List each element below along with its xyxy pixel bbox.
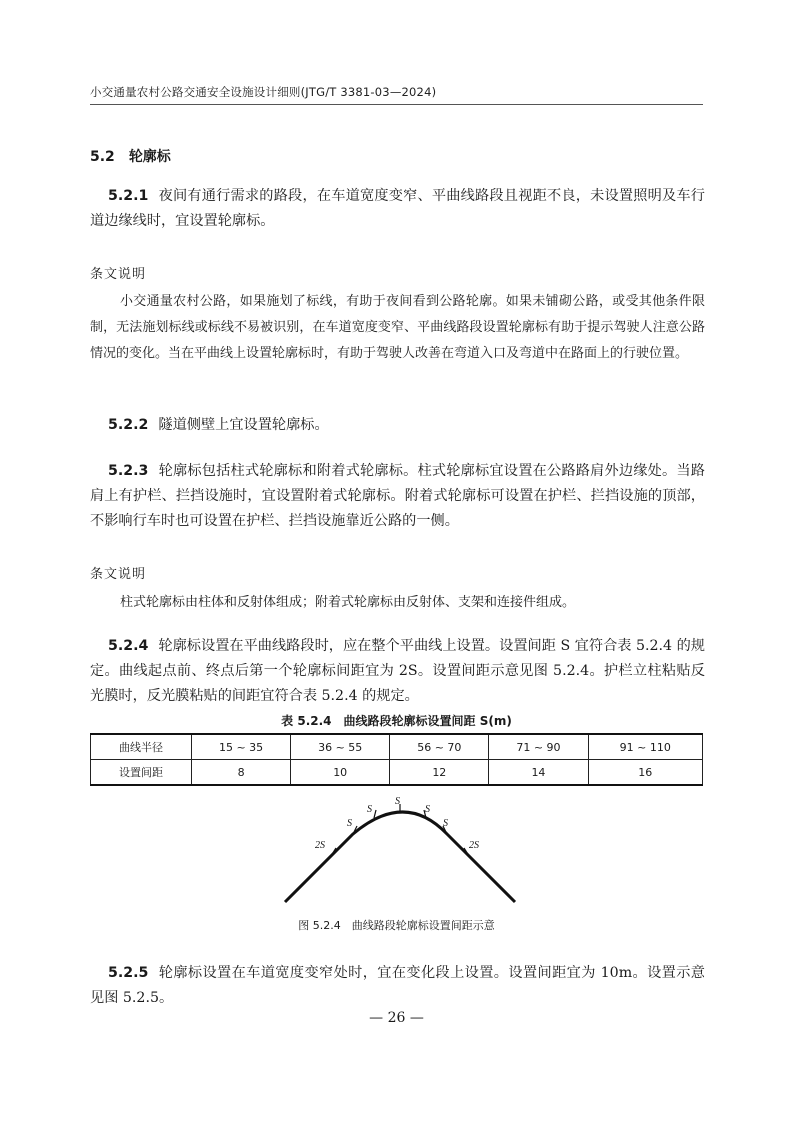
- note-title: 条文说明: [90, 567, 147, 582]
- table-cell: 16: [588, 760, 703, 786]
- table-row: [91, 760, 703, 786]
- header-rule: [90, 104, 703, 105]
- clause-text: 隧道侧壁上宜设置轮廓标。: [158, 417, 329, 433]
- table-row: [91, 734, 703, 760]
- clause-text: 夜间有通行需求的路段，在车道宽度变窄、平曲线路段且视距不良，未设置照明及车行道边缘线时，宜设置轮廓标。: [90, 188, 705, 229]
- note-body: 柱式轮廓标由柱体和反射体组成；附着式轮廓标由反射体、支架和连接件组成。: [120, 595, 576, 610]
- table-cell: 91 ~ 110: [588, 734, 703, 760]
- label-s: S: [367, 804, 372, 815]
- clause-text: 轮廓标包括柱式轮廓标和附着式轮廓标。柱式轮廓标宜设置在公路路肩外边缘处。当路肩上有护栏、拦挡设施时，宜设置附着式轮廓标。附着式轮廓标可设置在护栏、拦挡设施的顶部，不影响行车时也可设置在护栏、拦挡设施靠近公路的一侧。: [90, 463, 705, 529]
- clause-text: 轮廓标设置在平曲线路段时，应在整个平曲线上设置。设置间距 S 宜符合表 5.2.4 的规定。曲线起点前、终点后第一个轮廓标间距宜为 2S。设置间距示意见图 5.2.4。护栏立柱粘贴反光膜时，反光膜粘贴的间距宜符合表 5.2.4 的规定。: [90, 638, 705, 704]
- label-s: S: [443, 818, 448, 829]
- note-title: 条文说明: [90, 267, 147, 282]
- section-title: 轮廓标: [128, 149, 171, 165]
- table-cell: 14: [489, 760, 588, 786]
- clause-text: 轮廓标设置在车道宽度变窄处时，宜在变化段上设置。设置间距宜为 10m。设置示意见图 5.2.5。: [90, 965, 705, 1006]
- road-curve: [285, 812, 515, 902]
- clause-number: 5.2.2: [108, 417, 149, 433]
- clause-5-2-5: [90, 961, 705, 1011]
- clause-5-2-4: [90, 634, 705, 709]
- table-cell: 36 ~ 55: [291, 734, 390, 760]
- clause-number: 5.2.1: [108, 188, 149, 204]
- label-s: S: [425, 804, 430, 815]
- clause-number: 5.2.3: [108, 463, 149, 479]
- label-s: S: [395, 796, 400, 807]
- label-2s-right: 2S: [469, 840, 479, 851]
- table-cell: 15 ~ 35: [192, 734, 291, 760]
- row-label: 设置间距: [91, 760, 192, 786]
- clause-5-2-1: [90, 184, 705, 234]
- figure-caption: 图 5.2.4 曲线路段轮廓标设置间距示意: [298, 919, 495, 932]
- clause-5-2-2: [90, 413, 705, 438]
- clause-number: 5.2.4: [108, 638, 149, 654]
- spacing-table: [90, 733, 703, 786]
- table-cell: 8: [192, 760, 291, 786]
- curve-spacing-diagram: [275, 790, 525, 908]
- label-s: S: [347, 818, 352, 829]
- delineator-ticks: [331, 804, 469, 856]
- row-label: 曲线半径: [91, 734, 192, 760]
- page-number: — 26 —: [369, 1010, 424, 1026]
- table-caption: 表 5.2.4 曲线路段轮廓标设置间距 S(m): [281, 714, 512, 728]
- table-cell: 10: [291, 760, 390, 786]
- note-body: 小交通量农村公路，如果施划了标线，有助于夜间看到公路轮廓。如果未铺砌公路，或受其他条件限制，无法施划标线或标线不易被识别，在车道宽度变窄、平曲线路段设置轮廓标有助于提示驾驶人注意公路情况的变化。当在平曲线上设置轮廓标时，有助于驾驶人改善在弯道入口及弯道中在路面上的行驶位置。: [90, 294, 705, 361]
- table-cell: 12: [390, 760, 489, 786]
- clause-5-2-3: [90, 459, 705, 534]
- table-cell: 71 ~ 90: [489, 734, 588, 760]
- section-heading: [90, 146, 171, 166]
- running-header: 小交通量农村公路交通安全设施设计细则(JTG/T 3381-03—2024): [90, 85, 437, 99]
- clause-number: 5.2.5: [108, 965, 149, 981]
- table-cell: 56 ~ 70: [390, 734, 489, 760]
- label-2s-left: 2S: [315, 840, 325, 851]
- section-number: 5.2: [90, 149, 115, 165]
